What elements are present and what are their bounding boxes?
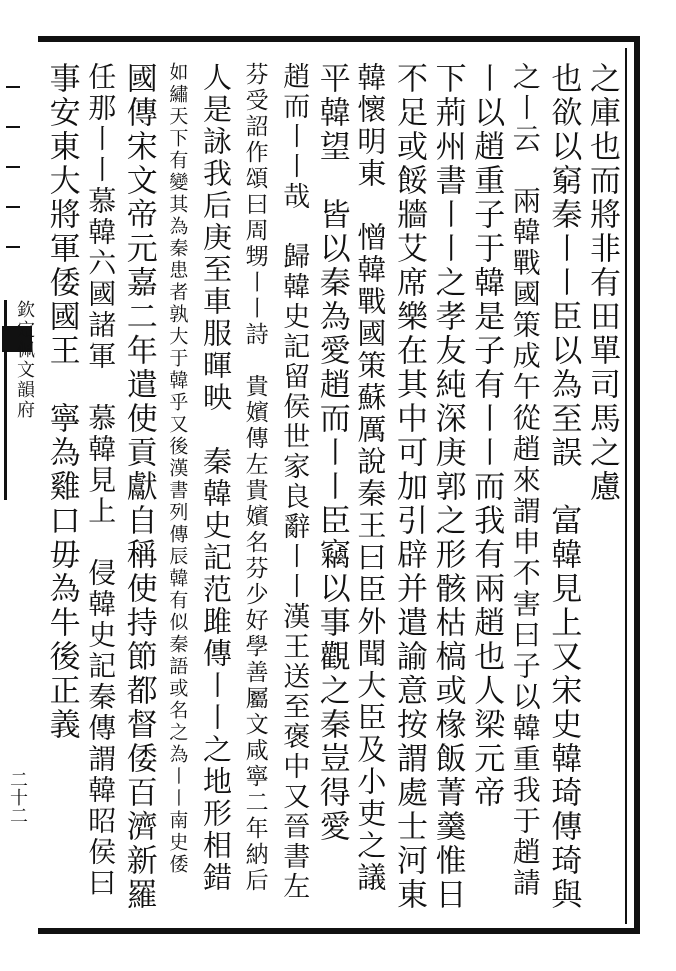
text-column: 趙而〡〡哉 歸韓史記留侯世家良辭〡〡漢王送至褒中又晉書左 <box>278 62 310 902</box>
right-inner-border <box>625 48 627 924</box>
text-column: 不足或餒牆艾席樂在其中可加引辟并遣諭意按謂處士河東 <box>391 62 427 912</box>
text-column: 之庫也而將非有田單司馬之慮 <box>584 62 620 504</box>
text-column: 〡以趙重子于韓是子有〡〡而我有兩趙也人梁元帝 <box>468 62 505 810</box>
text-column: 也欲以窮秦〡〡臣以為至誤 富韓見上又宋史韓琦傳琦與 <box>545 62 582 912</box>
text-column: 平韓望 皆以秦為愛趙而〡〡臣竊以事觀之秦豈得愛 <box>313 62 350 844</box>
margin-title: 欽定佩文韻府 <box>4 300 37 500</box>
page-number: 二十二 <box>7 770 28 824</box>
fold-mark <box>6 166 20 168</box>
text-column: 之〡云 兩韓戰國策成午從趙來謂申不害曰子以韓重我于趙請 <box>508 62 542 899</box>
text-column: 任那〡〡慕韓六國諸軍 慕韓見上 侵韓史記秦傳謂韓昭侯曰 <box>84 62 118 899</box>
text-column: 事安東大將軍倭國王 寧為雞口毋為牛後正義 <box>43 62 80 742</box>
text-column: 韓懷明東 憎韓戰國策蘇厲說秦王曰臣外聞大臣及小吏之議 <box>353 62 388 894</box>
fold-mark <box>6 206 20 208</box>
fold-mark <box>6 126 20 128</box>
text-column: 下荊州書〡〡之孝友純深庚郭之形骸枯槁或椽飯菁羹惟日 <box>429 62 466 912</box>
text-column: 芬受詔作頌曰周甥〡〡詩 貴嬪傳左貴嬪名芬少好學善屬文咸寧二年納后 <box>241 62 268 894</box>
text-column: 如繡天下有變其為秦患者孰大于韓乎又後漢書列傳辰韓有似秦語或名之為〡〡南史倭 <box>166 62 189 876</box>
text-column: 國傳宋文帝元嘉二年遣使貢獻自稱使持節都督倭百濟新羅 <box>120 62 157 912</box>
fold-mark <box>6 246 20 248</box>
fold-mark <box>6 86 20 88</box>
text-column: 人是詠我后庚至車服暉映 秦韓史記范雎傳〡〡之地形相錯 <box>199 62 233 894</box>
